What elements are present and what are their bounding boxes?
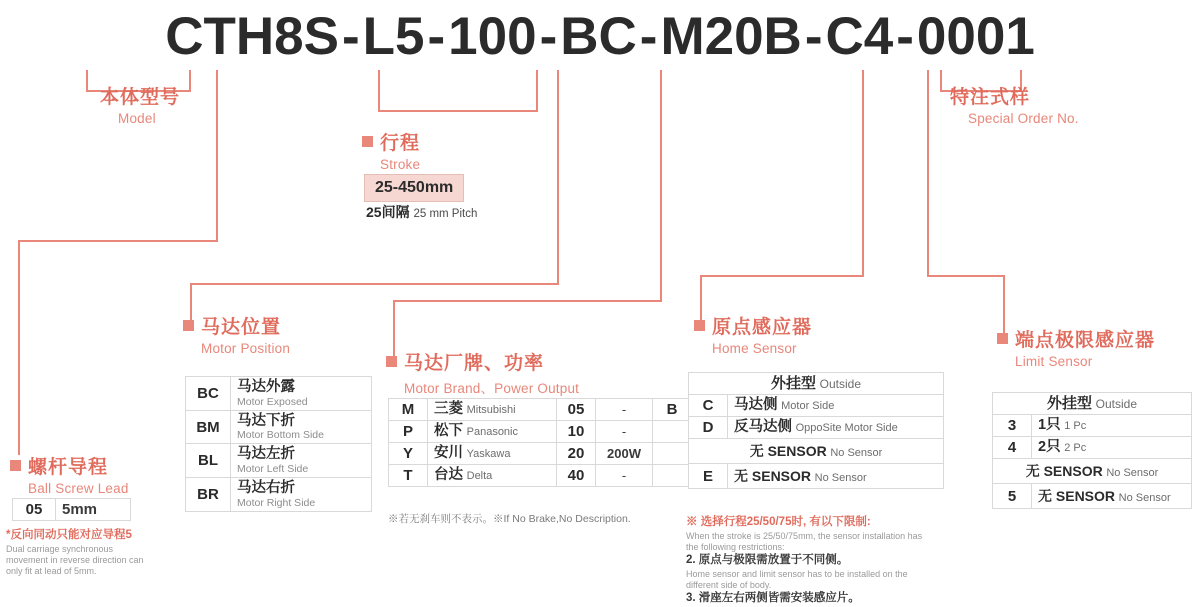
motor-power-code: 20 xyxy=(557,443,596,465)
section-title-limit-sensor xyxy=(997,325,1155,369)
home-sensor-note-cn-3: 3. 滑座左右两侧皆需安装感应片。 xyxy=(686,592,860,605)
limit-sensor-label-cn: 2只 xyxy=(1038,439,1061,456)
part-dash: - xyxy=(804,7,823,66)
table-row xyxy=(993,484,1192,509)
motor-position-title-cn: 马达位置 xyxy=(201,317,282,338)
table-row xyxy=(186,444,372,478)
limit-sensor-label xyxy=(1032,437,1192,459)
part-segment-lead: L5 xyxy=(362,7,425,66)
limit-sensor-label-en: 2 Pc xyxy=(1064,442,1087,455)
motor-brand-code: T xyxy=(389,465,428,487)
motor-power-code: 40 xyxy=(557,465,596,487)
section-title-home-sensor xyxy=(694,312,812,356)
table-row xyxy=(389,399,692,421)
stroke-title-cn: 行程 xyxy=(380,133,421,154)
home-sensor-label xyxy=(728,417,944,439)
bullet-square-icon xyxy=(997,333,1008,344)
motor-position-label-cn: 马达外露 xyxy=(237,379,295,395)
connector-line xyxy=(378,70,380,112)
motor-brand-name xyxy=(428,443,557,465)
part-segment-motor-position: BC xyxy=(560,7,637,66)
bullet-square-icon xyxy=(694,320,705,331)
lead-code: 05 xyxy=(13,499,56,521)
table-row xyxy=(993,437,1192,459)
ball-screw-lead-title-cn: 螺杆导程 xyxy=(28,457,109,478)
section-title-model xyxy=(100,82,180,126)
section-title-special-order xyxy=(950,82,1079,126)
lead-value: 5mm xyxy=(56,499,131,521)
ball-screw-lead-title-en: Ball Screw Lead xyxy=(28,481,129,496)
motor-power-code: 05 xyxy=(557,399,596,421)
connector-line xyxy=(18,240,20,455)
motor-brand-code: P xyxy=(389,421,428,443)
connector-line xyxy=(660,70,662,302)
motor-brand-name-en: Delta xyxy=(466,470,493,483)
limit-sensor-table xyxy=(992,392,1192,509)
stroke-title-en: Stroke xyxy=(380,157,421,172)
part-segment-special-order: 0001 xyxy=(916,7,1035,66)
part-dash: - xyxy=(539,7,558,66)
table-row xyxy=(389,421,692,443)
motor-power-value: - xyxy=(596,399,653,421)
ball-screw-lead-table xyxy=(12,498,131,521)
connector-line xyxy=(940,70,942,92)
limit-sensor-code: 4 xyxy=(993,437,1032,459)
part-segment-motor-brand: M20B xyxy=(660,7,802,66)
motor-brake-code xyxy=(653,443,692,465)
ball-screw-lead-note xyxy=(6,528,144,577)
part-dash: - xyxy=(427,7,446,66)
motor-brand-name-en: Yaskawa xyxy=(466,448,511,461)
home-sensor-no-sensor-en: No Sensor xyxy=(814,472,867,485)
motor-position-title-en: Motor Position xyxy=(201,341,291,356)
table-row xyxy=(993,415,1192,437)
bullet-square-icon xyxy=(183,320,194,331)
stroke-pitch-cn: 25间隔 xyxy=(366,204,410,220)
lead-note-en-2: movement in reverse direction can xyxy=(6,554,144,565)
home-sensor-label-cn: 马达侧 xyxy=(734,397,778,414)
special-order-title-cn: 特注式样 xyxy=(950,87,1031,108)
model-title-en: Model xyxy=(118,111,156,126)
table-row xyxy=(389,443,692,465)
part-segment-stroke: 100 xyxy=(448,7,537,66)
home-sensor-code: C xyxy=(689,395,728,417)
limit-sensor-title-en: Limit Sensor xyxy=(1015,354,1093,369)
limit-sensor-no-sensor-cn: 无 SENSOR xyxy=(1025,463,1103,480)
motor-position-label-en: Motor Exposed xyxy=(237,395,308,408)
motor-brand-note xyxy=(388,511,631,526)
motor-power-value: 200W xyxy=(596,443,653,465)
motor-position-code: BL xyxy=(186,444,231,478)
part-segment-model: CTH8S xyxy=(165,7,339,66)
home-sensor-code: E xyxy=(689,464,728,489)
connector-line xyxy=(190,283,559,285)
home-sensor-title-en: Home Sensor xyxy=(712,341,797,356)
stroke-pitch-en: 25 mm Pitch xyxy=(413,208,478,220)
section-title-stroke xyxy=(362,128,420,172)
home-sensor-no-sensor-en: No Sensor xyxy=(830,447,883,460)
motor-brand-code: M xyxy=(389,399,428,421)
table-row xyxy=(13,499,131,521)
motor-position-code: BR xyxy=(186,478,231,512)
connector-line xyxy=(557,70,559,285)
limit-sensor-header-cn: 外挂型 xyxy=(1047,395,1093,412)
motor-brake-code xyxy=(653,421,692,443)
home-sensor-label-en: OppoSite Motor Side xyxy=(795,422,898,435)
section-title-motor-position xyxy=(183,312,290,356)
motor-brand-name xyxy=(428,399,557,421)
home-sensor-title-cn: 原点感应器 xyxy=(712,317,813,338)
home-sensor-header-cn: 外挂型 xyxy=(771,375,817,392)
table-row xyxy=(689,464,944,489)
part-dash: - xyxy=(639,7,658,66)
motor-power-value: - xyxy=(596,465,653,487)
connector-line xyxy=(86,70,88,92)
part-number xyxy=(0,6,1200,67)
part-segment-home-sensor: C4 xyxy=(825,7,894,66)
lead-note-cn: *反向同动只能对应导程5 xyxy=(6,529,132,541)
table-row xyxy=(689,417,944,439)
motor-brand-title-en: Motor Brand、Power Output xyxy=(404,381,580,396)
lead-note-en-3: only fit at lead of 5mm. xyxy=(6,566,97,577)
table-row xyxy=(689,395,944,417)
connector-line xyxy=(378,110,538,112)
home-sensor-header xyxy=(689,373,944,395)
stroke-pitch xyxy=(366,202,477,222)
model-title-cn: 本体型号 xyxy=(100,87,181,108)
home-sensor-label-cn: 反马达侧 xyxy=(734,419,792,436)
connector-line xyxy=(927,275,1005,277)
limit-sensor-no-sensor-row xyxy=(993,459,1192,484)
connector-line xyxy=(862,70,864,277)
motor-position-label-cn: 马达右折 xyxy=(237,480,295,497)
motor-position-label-en: Motor Bottom Side xyxy=(237,429,324,442)
home-sensor-note-cn-1: ※ 选择行程25/50/75时, 有以下限制: xyxy=(686,516,871,528)
table-row xyxy=(186,377,372,411)
table-row xyxy=(389,465,692,487)
limit-sensor-no-sensor-en: No Sensor xyxy=(1118,492,1171,505)
home-sensor-note-en-2: the following restrictions: xyxy=(686,541,785,552)
home-sensor-label xyxy=(728,395,944,417)
motor-brand-table xyxy=(388,398,692,487)
bullet-square-icon xyxy=(386,356,397,367)
stroke-range-box xyxy=(364,174,464,202)
connector-line xyxy=(18,240,218,242)
motor-position-label-cn: 马达左折 xyxy=(237,446,295,463)
part-dash: - xyxy=(896,7,914,66)
home-sensor-note-en-4: different side of body. xyxy=(686,579,772,590)
limit-sensor-no-sensor-cn: 无 SENSOR xyxy=(1038,488,1116,505)
limit-sensor-label-cn: 1只 xyxy=(1038,417,1061,434)
special-order-title-en: Special Order No. xyxy=(968,111,1079,126)
table-row xyxy=(689,439,944,464)
stroke-range-value: 25-450mm xyxy=(375,179,454,196)
home-sensor-header-en: Outside xyxy=(819,377,861,391)
table-row xyxy=(689,373,944,395)
motor-brand-name-en: Panasonic xyxy=(466,426,518,439)
table-row xyxy=(993,459,1192,484)
motor-brand-title-cn: 马达厂牌、功率 xyxy=(404,353,545,374)
table-row xyxy=(186,410,372,444)
motor-brand-name-cn: 安川 xyxy=(434,445,463,462)
motor-brand-name-en: Mitsubishi xyxy=(466,404,516,417)
motor-brand-name xyxy=(428,465,557,487)
motor-brand-name-cn: 三菱 xyxy=(434,401,463,418)
motor-position-code: BM xyxy=(186,410,231,444)
motor-power-value: - xyxy=(596,421,653,443)
motor-position-label-en: Motor Right Side xyxy=(237,496,316,509)
motor-position-label-cn: 马达下折 xyxy=(237,412,295,429)
home-sensor-table xyxy=(688,372,944,489)
home-sensor-label-en: Motor Side xyxy=(781,400,835,413)
connector-line xyxy=(216,70,218,240)
motor-position-label xyxy=(231,377,372,411)
home-sensor-no-sensor-cn: 无 SENSOR xyxy=(734,468,812,485)
connector-line xyxy=(189,70,191,92)
table-row xyxy=(993,393,1192,415)
table-row xyxy=(186,478,372,512)
bullet-square-icon xyxy=(362,136,373,147)
connector-line xyxy=(927,70,929,277)
home-sensor-notes xyxy=(686,515,922,607)
limit-sensor-title-cn: 端点极限感应器 xyxy=(1015,330,1156,351)
motor-position-table xyxy=(185,376,372,512)
motor-position-code: BC xyxy=(186,377,231,411)
motor-brand-code: Y xyxy=(389,443,428,465)
connector-line xyxy=(700,275,864,277)
motor-brand-note-text: ※若无刹车则不表示。※If No Brake,No Description. xyxy=(388,513,631,525)
limit-sensor-no-sensor-en: No Sensor xyxy=(1106,467,1159,480)
lead-note-en-1: Dual carriage synchronous xyxy=(6,543,114,554)
motor-position-label xyxy=(231,444,372,478)
motor-brand-name-cn: 台达 xyxy=(434,467,463,484)
limit-sensor-code: 3 xyxy=(993,415,1032,437)
motor-position-label xyxy=(231,478,372,512)
motor-position-label xyxy=(231,410,372,444)
home-sensor-note-en-1: When the stroke is 25/50/75mm, the sensor installation has xyxy=(686,530,923,541)
home-sensor-no-sensor-cn: 无 SENSOR xyxy=(749,443,827,460)
limit-sensor-no-sensor-label xyxy=(1032,484,1192,509)
section-title-ball-screw-lead xyxy=(10,452,129,496)
limit-sensor-header xyxy=(993,393,1192,415)
motor-brake-code: B xyxy=(653,399,692,421)
home-sensor-note-cn-2: 2. 原点与极限需放置于不同侧。 xyxy=(686,554,849,567)
motor-brand-name xyxy=(428,421,557,443)
limit-sensor-code: 5 xyxy=(993,484,1032,509)
motor-position-label-en: Motor Left Side xyxy=(237,463,309,476)
limit-sensor-label xyxy=(1032,415,1192,437)
home-sensor-code: D xyxy=(689,417,728,439)
connector-line xyxy=(393,300,662,302)
bullet-square-icon xyxy=(10,460,21,471)
limit-sensor-label-en: 1 Pc xyxy=(1064,420,1087,433)
limit-sensor-header-en: Outside xyxy=(1095,397,1137,411)
home-sensor-no-sensor-row xyxy=(689,439,944,464)
motor-brand-name-cn: 松下 xyxy=(434,423,463,440)
motor-brake-code xyxy=(653,465,692,487)
connector-line xyxy=(536,70,538,112)
home-sensor-no-sensor-label xyxy=(728,464,944,489)
home-sensor-note-en-3: Home sensor and limit sensor has to be installed on the xyxy=(686,568,908,579)
section-title-motor-brand xyxy=(386,348,579,397)
part-dash: - xyxy=(341,7,360,66)
motor-power-code: 10 xyxy=(557,421,596,443)
